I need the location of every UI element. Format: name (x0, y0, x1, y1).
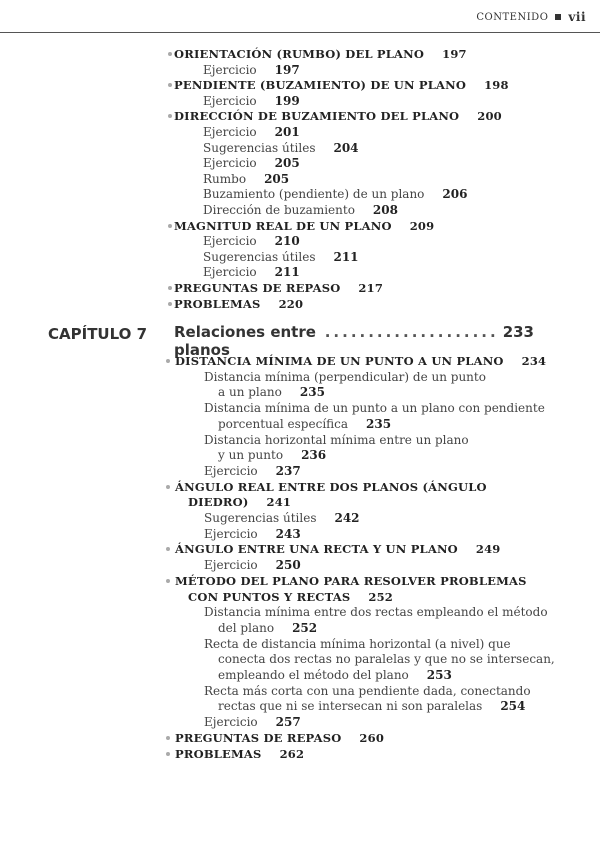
toc-section-entry[interactable] (175, 479, 487, 495)
toc-entry-text: del plano (218, 620, 275, 635)
scan-dot-icon (166, 485, 170, 489)
toc-subentry[interactable] (203, 93, 300, 109)
toc-subentry[interactable] (204, 557, 301, 573)
toc-section-entry[interactable] (175, 730, 384, 746)
toc-section-entry[interactable] (174, 296, 303, 312)
toc-subentry[interactable] (218, 447, 326, 463)
toc-subentry[interactable] (203, 140, 359, 156)
chapter-page: 233 (502, 323, 534, 341)
toc-entry-text: Distancia mínima (perpendicular) de un punto (204, 369, 486, 384)
toc-entry-page: 260 (359, 730, 385, 745)
toc-section-entry[interactable] (188, 494, 291, 510)
toc-entry-page: 211 (333, 249, 359, 264)
toc-subentry[interactable] (204, 369, 486, 385)
toc-entry-page: 237 (275, 463, 301, 478)
toc-entry-page: 210 (274, 234, 300, 249)
toc-entry-text: Buzamiento (pendiente) de un plano (203, 187, 425, 202)
toc-entry-text: Ejercicio (204, 715, 258, 730)
toc-entry-page: 236 (301, 448, 327, 463)
scan-dot-icon (166, 736, 170, 740)
toc-entry-page: 254 (500, 699, 526, 714)
toc-subentry[interactable] (203, 202, 398, 218)
toc-entry-page: 211 (274, 265, 300, 280)
toc-entry-text: Ejercicio (203, 234, 257, 249)
toc-entry-text: Recta más corta con una pendiente dada, conectando (204, 683, 531, 698)
toc-entry-page: 257 (275, 715, 301, 730)
toc-section-entry[interactable] (174, 108, 502, 124)
toc-subentry[interactable] (204, 400, 545, 416)
toc-entry-text: Sugerencias útiles (203, 249, 316, 264)
running-header (476, 10, 586, 24)
toc-entry-text: PROBLEMAS (175, 746, 262, 761)
toc-subentry[interactable] (203, 62, 300, 78)
toc-entry-text: PREGUNTAS DE REPASO (175, 730, 342, 745)
toc-subentry[interactable] (204, 636, 511, 652)
toc-subentry[interactable] (204, 510, 360, 526)
toc-entry-page: 252 (292, 620, 318, 635)
scan-dot-icon (166, 547, 170, 551)
toc-entry-page: 262 (279, 746, 305, 761)
toc-entry-text: CON PUNTOS Y RECTAS (188, 589, 351, 604)
toc-entry-page: 198 (484, 78, 509, 93)
toc-subentry[interactable] (218, 620, 317, 636)
toc-entry-page: 234 (521, 354, 547, 368)
toc-entry-text: ORIENTACIÓN (RUMBO) DEL PLANO (174, 47, 425, 61)
scan-dot-icon (168, 52, 172, 56)
toc-entry-page: 241 (266, 495, 292, 510)
toc-entry-page: 242 (334, 511, 360, 525)
scan-dot-icon (168, 83, 172, 87)
toc-entry-page: 250 (275, 558, 301, 573)
toc-section-entry[interactable] (175, 573, 527, 589)
toc-entry-text: Ejercicio (204, 526, 258, 541)
scan-dot-icon (168, 224, 172, 228)
toc-entry-text: ÁNGULO REAL ENTRE DOS PLANOS (ÁNGULO (175, 479, 487, 494)
toc-subentry[interactable] (204, 526, 301, 542)
toc-entry-text: Distancia mínima entre dos rectas empleando el método (204, 605, 548, 620)
toc-entry-page: 197 (274, 62, 300, 77)
scan-dot-icon (166, 752, 170, 756)
toc-entry-page: 235 (366, 416, 392, 431)
toc-entry-text: MAGNITUD REAL DE UN PLANO (174, 218, 392, 233)
toc-entry-text: Distancia horizontal mínima entre un plano (204, 432, 469, 447)
toc-entry-page: 220 (278, 296, 304, 311)
toc-entry-text: DISTANCIA MÍNIMA DE UN PUNTO A UN PLANO (175, 354, 504, 368)
toc-entry-text: Distancia mínima de un punto a un plano con pendiente (204, 401, 545, 416)
toc-entry-text: porcentual específica (218, 416, 349, 431)
toc-section-entry[interactable] (175, 746, 304, 762)
toc-entry-text: Recta de distancia mínima horizontal (a nivel) que (204, 636, 511, 651)
toc-entry-text: Sugerencias útiles (203, 140, 316, 155)
toc-entry-text: Sugerencias útiles (204, 511, 317, 525)
scan-dot-icon (168, 302, 172, 306)
toc-entry-text: Dirección de buzamiento (203, 203, 355, 217)
toc-entry-text: DIRECCIÓN DE BUZAMIENTO DEL PLANO (174, 109, 460, 124)
toc-subentry[interactable] (204, 432, 469, 448)
toc-entry-text: PREGUNTAS DE REPASO (174, 281, 341, 295)
chapter-leader-dots: .................... (324, 323, 499, 341)
toc-subentry[interactable] (204, 714, 301, 730)
toc-section-entry[interactable] (174, 77, 509, 93)
toc-subentry[interactable] (218, 416, 391, 432)
toc-section-entry[interactable] (174, 46, 467, 62)
toc-subentry[interactable] (218, 667, 452, 683)
toc-entry-page: 243 (275, 526, 301, 541)
toc-subentry[interactable] (204, 604, 548, 620)
chapter-title: Relaciones entre planos (174, 323, 316, 359)
toc-entry-page: 206 (442, 187, 468, 202)
toc-subentry[interactable] (204, 683, 531, 699)
toc-entry-text: ÁNGULO ENTRE UNA RECTA Y UN PLANO (175, 542, 458, 557)
toc-subentry[interactable] (203, 249, 359, 265)
toc-section-entry[interactable] (188, 589, 393, 605)
toc-section-entry[interactable] (174, 218, 434, 234)
toc-subentry[interactable] (203, 264, 300, 280)
toc-subentry[interactable] (203, 186, 467, 202)
toc-entry-page: 197 (442, 47, 467, 61)
header-section: CONTENIDO (476, 11, 549, 23)
toc-entry-text: Ejercicio (203, 265, 257, 280)
toc-entry-page: 235 (299, 385, 325, 400)
square-bullet-icon (555, 14, 561, 20)
toc-entry-text: Rumbo (203, 171, 247, 186)
toc-subentry[interactable] (203, 124, 300, 140)
toc-entry-page: 205 (264, 171, 290, 186)
toc-subentry[interactable] (204, 463, 301, 479)
toc-subentry[interactable] (218, 698, 525, 714)
toc-entry-text: a un plano (218, 385, 282, 400)
toc-entry-text: MÉTODO DEL PLANO PARA RESOLVER PROBLEMAS (175, 573, 527, 588)
toc-entry-page: 209 (409, 218, 435, 233)
toc-section-entry[interactable] (175, 541, 501, 557)
toc-entry-page: 199 (274, 93, 300, 108)
toc-section-entry[interactable] (175, 353, 546, 369)
toc-entry-text: Ejercicio (203, 156, 257, 171)
scan-dot-icon (168, 114, 172, 118)
toc-entry-page: 208 (372, 203, 398, 217)
toc-entry-text: DIEDRO) (188, 495, 249, 510)
toc-entry-text: Ejercicio (204, 558, 258, 573)
toc-entry-text: Ejercicio (204, 463, 258, 478)
toc-entry-text: Ejercicio (203, 125, 257, 139)
toc-entry-text: rectas que ni se intersecan ni son paralelas (218, 699, 483, 714)
scan-dot-icon (166, 579, 170, 583)
header-page-number: vii (568, 10, 586, 24)
toc-entry-page: 205 (274, 156, 300, 171)
toc-entry-page: 200 (477, 109, 502, 124)
toc-entry-page: 249 (475, 542, 501, 557)
toc-entry-page: 252 (368, 589, 394, 604)
scan-dot-icon (168, 286, 172, 290)
toc-entry-page: 201 (274, 125, 300, 139)
toc-entry-text: conecta dos rectas no paralelas y que no se intersecan, (218, 652, 555, 667)
toc-subentry[interactable] (203, 171, 289, 187)
toc-entry-text: PENDIENTE (BUZAMIENTO) DE UN PLANO (174, 78, 467, 93)
toc-entry-text: Ejercicio (203, 62, 257, 77)
toc-entry-page: 217 (358, 281, 384, 295)
toc-entry-text: Ejercicio (203, 93, 257, 108)
toc-entry-text: PROBLEMAS (174, 296, 261, 311)
toc-subentry[interactable] (203, 233, 300, 249)
toc-entry-text: empleando el método del plano (218, 668, 409, 682)
scan-dot-icon (166, 359, 170, 363)
toc-entry-text: y un punto (218, 448, 284, 463)
header-rule (0, 32, 600, 33)
toc-entry-page: 204 (333, 140, 359, 155)
toc-subentry[interactable] (218, 384, 325, 400)
toc-subentry[interactable] (218, 651, 555, 667)
toc-entry-page: 253 (426, 668, 452, 682)
toc-section-entry[interactable] (174, 280, 383, 296)
toc-subentry[interactable] (203, 155, 300, 171)
chapter-label: CAPÍTULO 7 (48, 325, 148, 343)
